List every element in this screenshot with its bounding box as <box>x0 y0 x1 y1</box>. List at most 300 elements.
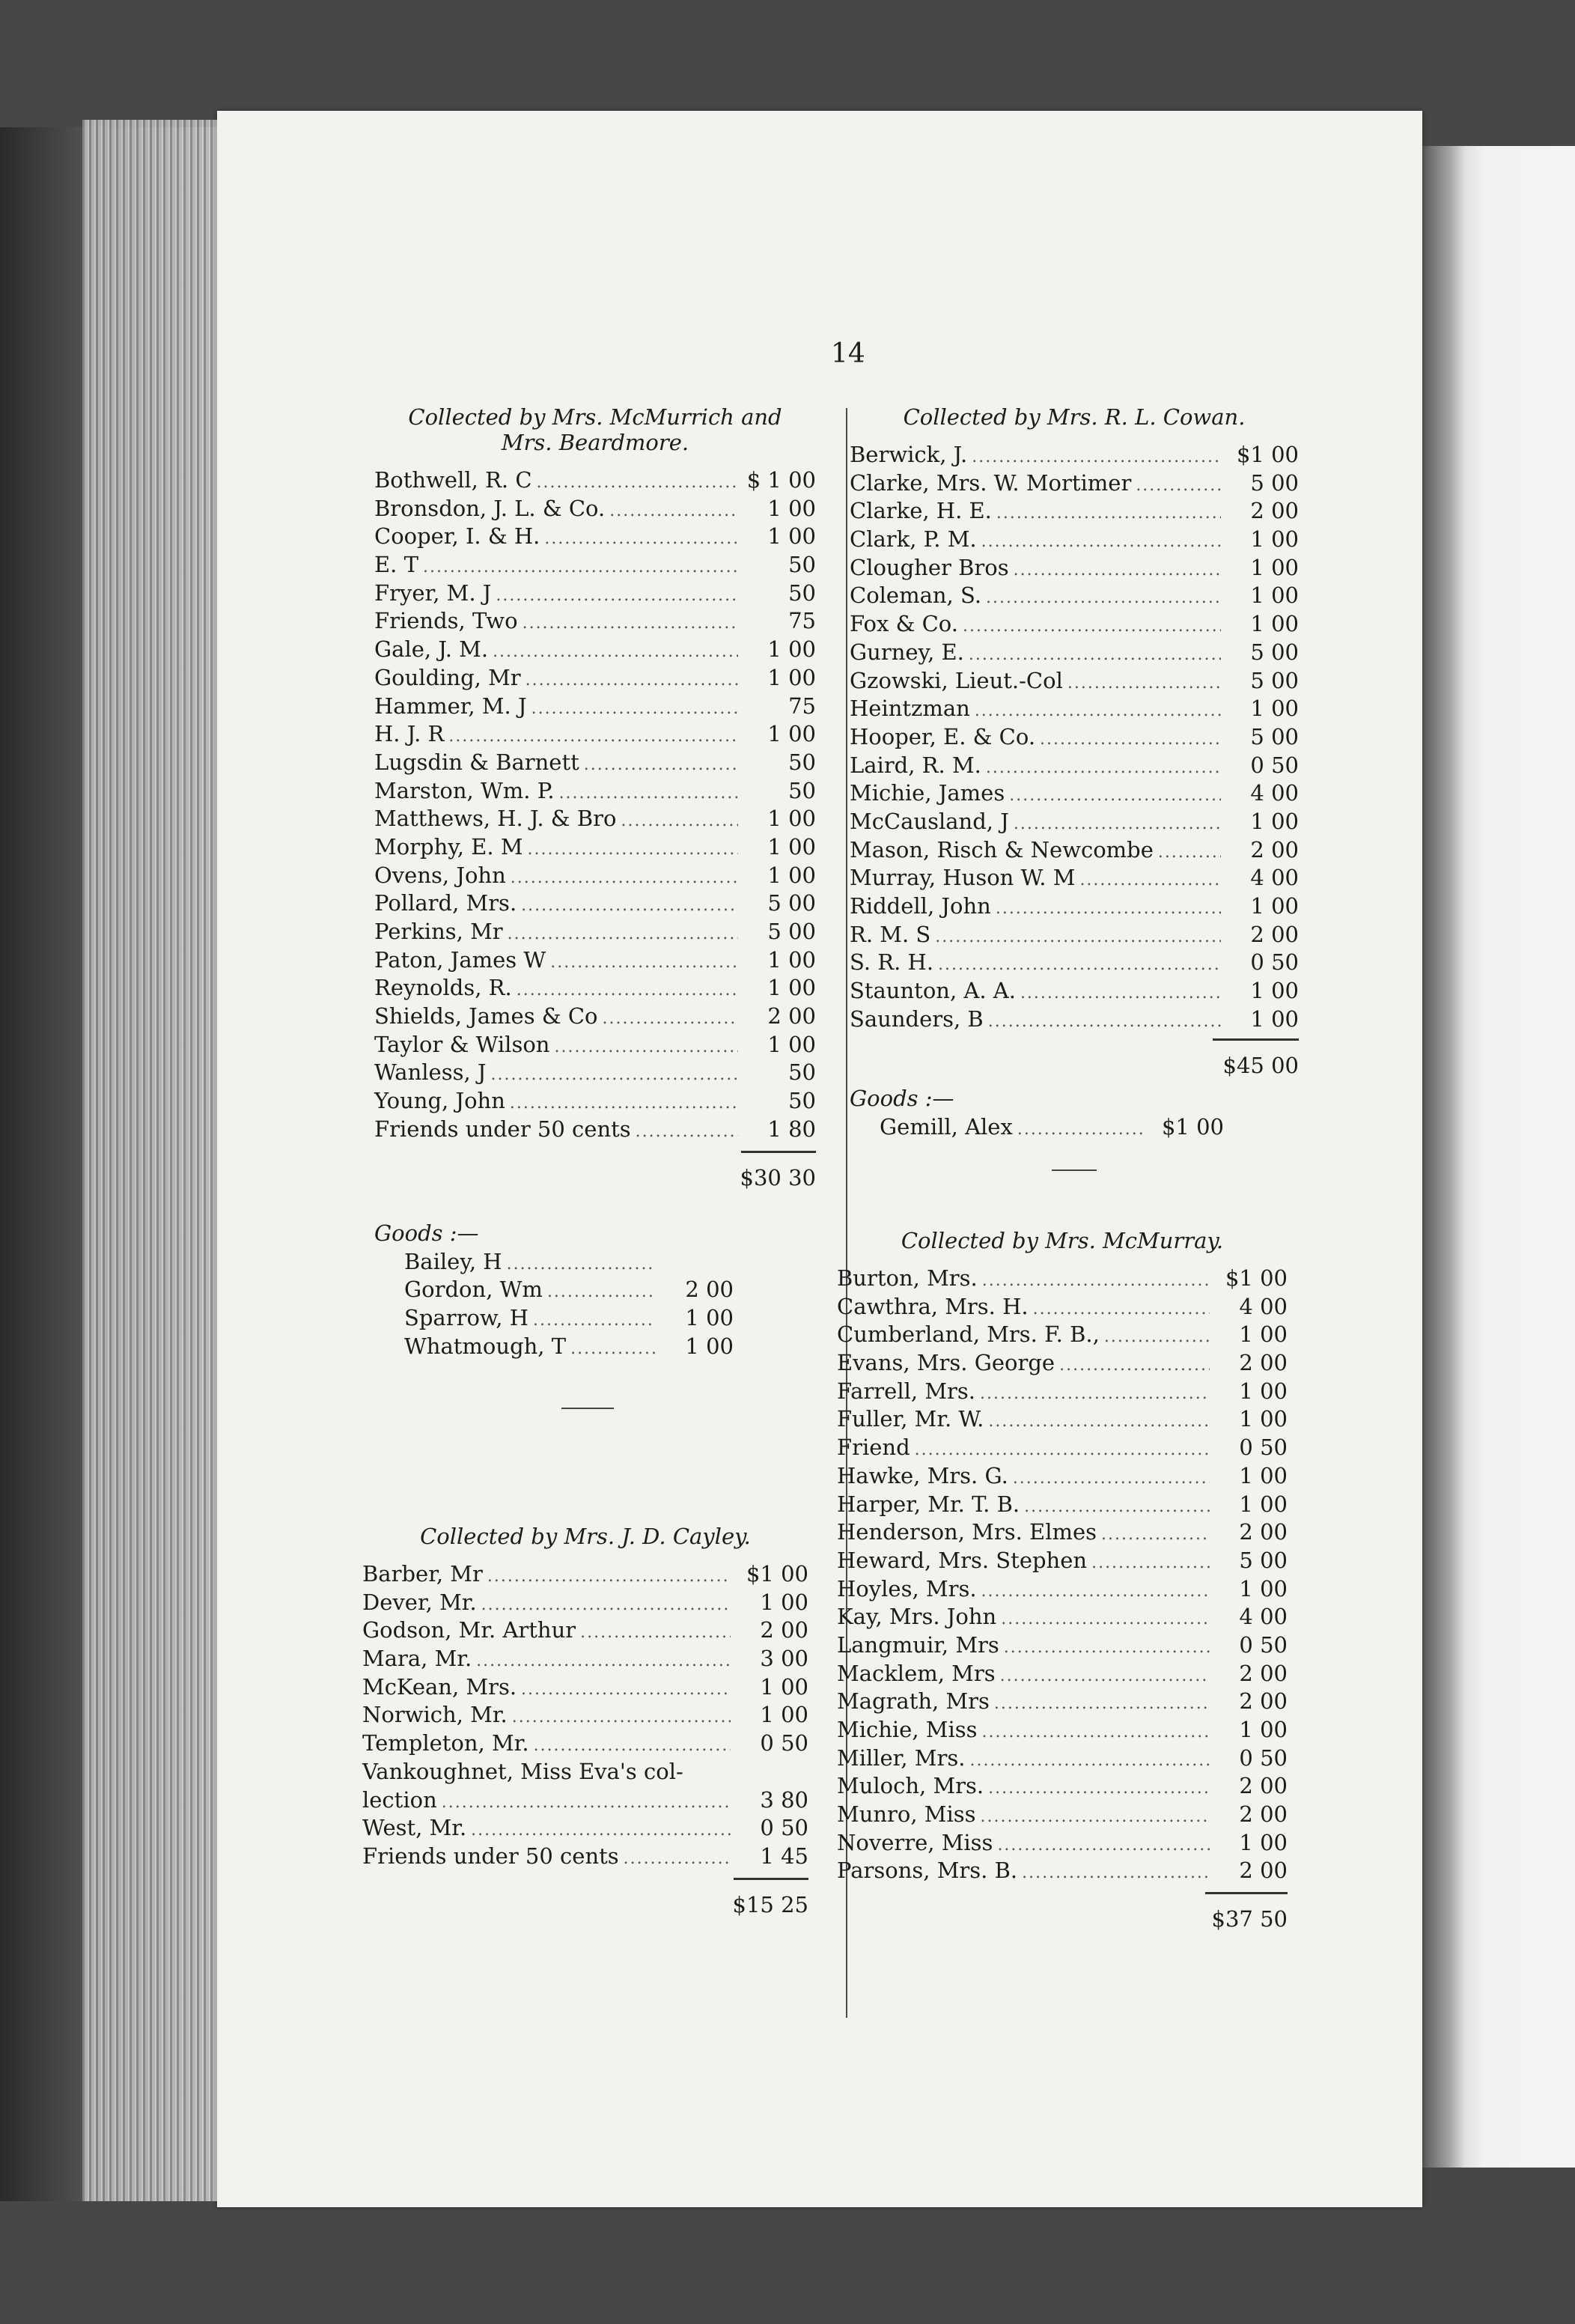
entry-amount: 5 00 <box>1250 667 1299 693</box>
total-rule <box>1213 1038 1299 1041</box>
entry-amount: 1 00 <box>685 1304 734 1330</box>
entry-row <box>837 1575 1288 1603</box>
leader-dots <box>994 1690 1210 1718</box>
entry-row <box>837 1264 1288 1292</box>
leader-dots <box>938 951 1221 979</box>
entry-row <box>837 1687 1288 1715</box>
entry-row <box>374 1030 816 1059</box>
entry-row <box>374 1058 816 1086</box>
entry-row <box>374 692 816 720</box>
section-total: $30 30 <box>740 1164 816 1190</box>
leader-dots <box>1104 1323 1210 1351</box>
entry-row <box>837 1405 1288 1433</box>
entry-name: Friends under 50 cents <box>362 1843 619 1869</box>
entry-name: Magrath, Mrs <box>837 1688 990 1715</box>
entry-amount: 1 00 <box>767 833 816 860</box>
entry-name: Saunders, B <box>850 1006 984 1032</box>
leader-dots <box>1091 1549 1210 1578</box>
section-heading: Collected by Mrs. McMurray. <box>901 1228 1224 1253</box>
leader-dots <box>531 695 738 723</box>
entry-row <box>362 1673 808 1701</box>
entry-row <box>374 748 816 776</box>
section-total: $45 00 <box>1222 1053 1299 1079</box>
section-total: $15 25 <box>732 1891 808 1917</box>
entry-name: Templeton, Mr. <box>362 1730 529 1756</box>
entry-amount: 1 00 <box>767 1031 816 1057</box>
entry-amount: 3 00 <box>760 1646 808 1672</box>
leader-dots <box>512 1703 731 1732</box>
entry-row <box>837 1490 1288 1518</box>
entry-name: Morphy, E. M <box>374 833 523 860</box>
entry-amount: 1 00 <box>760 1673 808 1700</box>
entry-amount: 3 80 <box>760 1786 808 1813</box>
entry-amount: 1 00 <box>767 721 816 747</box>
leader-dots <box>521 1676 731 1704</box>
entry-row <box>850 892 1299 920</box>
entry-amount: 1 00 <box>1239 1491 1288 1517</box>
entry-amount: 2 00 <box>1239 1660 1288 1686</box>
leader-dots <box>996 895 1221 923</box>
entry-name: Friends under 50 cents <box>374 1116 631 1142</box>
entry-name: Lugsdin & Barnett <box>374 749 579 775</box>
entry-amount: 1 80 <box>767 1116 816 1142</box>
entry-name: Paton, James W <box>374 946 546 973</box>
entry-row <box>362 1644 808 1673</box>
entry-name: Hawke, Mrs. G. <box>837 1462 1008 1488</box>
entry-row <box>374 635 816 663</box>
entry-row <box>362 1786 808 1814</box>
entry-amount: 2 00 <box>1239 1519 1288 1545</box>
entry-name: Harper, Mr. T. B. <box>837 1491 1020 1517</box>
leader-dots <box>537 469 738 497</box>
section-cayley <box>362 1524 808 1919</box>
entry-amount: 2 00 <box>760 1617 808 1643</box>
entry-row <box>850 807 1299 836</box>
entry-name: Friend <box>837 1435 910 1461</box>
entry-amount: 2 00 <box>1239 1773 1288 1799</box>
goods-row <box>374 1247 734 1276</box>
entry-amount: 50 <box>788 552 816 578</box>
entry-amount: 1 00 <box>1250 526 1299 553</box>
entry-name: Munro, Miss <box>837 1801 976 1828</box>
entry-row <box>850 469 1299 497</box>
entry-row <box>850 581 1299 609</box>
entry-name: Burton, Mrs. <box>837 1265 978 1291</box>
entry-name: Friends, Two <box>374 608 518 634</box>
leader-dots <box>935 923 1221 952</box>
leader-dots <box>988 1774 1210 1803</box>
entry-name: Coleman, S. <box>850 582 982 609</box>
entry-amount: 2 00 <box>685 1277 734 1303</box>
entry-name: Fox & Co. <box>850 611 958 637</box>
entry-amount: 5 00 <box>767 919 816 944</box>
entry-amount: 0 50 <box>1250 752 1299 778</box>
entry-row <box>837 1828 1288 1857</box>
entry-row <box>362 1700 808 1729</box>
entry-row <box>850 948 1299 976</box>
entry-amount: 5 00 <box>1250 639 1299 665</box>
entry-name: Clarke, H. E. <box>850 498 992 524</box>
entry-row <box>850 1005 1299 1033</box>
leader-dots <box>969 641 1221 669</box>
entry-name: Hammer, M. J <box>374 693 527 719</box>
entry-row <box>837 1744 1288 1772</box>
entry-amount: 1 00 <box>1250 554 1299 580</box>
section-heading: Collected by Mrs. R. L. Cowan. <box>903 404 1246 430</box>
entry-amount: 50 <box>788 777 816 803</box>
entry-name: Heintzman <box>850 696 970 722</box>
leader-dots <box>1000 1662 1210 1691</box>
entry-row <box>374 550 816 579</box>
section-total: $37 50 <box>1211 1906 1288 1932</box>
entry-row <box>850 440 1299 469</box>
entry-name: Kay, Mrs. John <box>837 1604 997 1630</box>
total-rule <box>734 1878 808 1880</box>
entry-amount: 2 00 <box>1250 921 1299 947</box>
entry-row <box>837 1659 1288 1688</box>
facing-page-edge <box>1422 146 1575 2168</box>
leader-dots <box>915 1436 1210 1464</box>
leader-dots <box>442 1789 731 1817</box>
entry-name: Cooper, I. & H. <box>374 523 540 550</box>
entry-row <box>837 1292 1288 1321</box>
entry-amount: 1 00 <box>1250 1006 1299 1032</box>
entry-row <box>850 779 1299 807</box>
entry-amount: 5 00 <box>767 890 816 916</box>
entry-amount: 1 00 <box>1250 696 1299 722</box>
entry-amount: 1 00 <box>1239 1378 1288 1404</box>
entry-amount: 1 00 <box>1239 1321 1288 1348</box>
entry-name: E. T <box>374 552 418 578</box>
leader-dots <box>981 1578 1210 1606</box>
leader-dots <box>975 697 1221 726</box>
entry-amount: 1 00 <box>760 1702 808 1728</box>
leader-dots <box>1158 839 1221 867</box>
entry-row <box>837 1800 1288 1828</box>
entry-name: Macklem, Mrs <box>837 1660 996 1686</box>
leader-dots <box>988 1408 1210 1436</box>
leader-dots <box>533 1307 656 1335</box>
entry-amount: 50 <box>788 749 816 775</box>
goods-row <box>374 1275 734 1304</box>
leader-dots <box>1136 472 1221 500</box>
entry-name: Michie, James <box>850 780 1005 806</box>
entry-name: Heward, Mrs. Stephen <box>837 1547 1088 1573</box>
entry-row <box>837 1602 1288 1631</box>
leader-dots <box>1014 810 1221 839</box>
entry-row <box>374 861 816 889</box>
entry-row <box>837 1715 1288 1744</box>
entry-amount: 4 00 <box>1239 1604 1288 1630</box>
entry-name: Fryer, M. J <box>374 580 492 606</box>
entry-name: Dever, Mr. <box>362 1589 477 1615</box>
entry-row <box>837 1320 1288 1348</box>
entry-name: Shields, James & Co <box>374 1003 598 1029</box>
leader-dots <box>1001 1605 1210 1634</box>
entry-name: Vankoughnet, Miss Eva's col- <box>362 1758 683 1784</box>
entry-amount: $1 00 <box>1236 442 1299 467</box>
entry-name: lection <box>362 1786 437 1813</box>
entry-name: Whatmough, T <box>404 1333 567 1359</box>
leader-dots <box>521 892 738 920</box>
leader-dots <box>1009 782 1221 810</box>
leader-dots <box>554 1033 738 1062</box>
entry-name: Riddell, John <box>850 893 991 919</box>
entry-row <box>374 776 816 805</box>
goods-list <box>850 1113 1224 1141</box>
goods-label: Goods :— <box>374 1220 479 1246</box>
leader-dots <box>510 1089 738 1118</box>
entry-name: Barber, Mr <box>362 1561 483 1587</box>
leader-dots <box>972 443 1221 472</box>
leader-dots <box>1033 1295 1210 1324</box>
entry-amount: 2 00 <box>1239 1350 1288 1376</box>
leader-dots <box>997 1831 1210 1860</box>
entry-name: Gurney, E. <box>850 639 964 665</box>
entry-amount: $1 00 <box>1225 1265 1288 1291</box>
entry-name: Michie, Miss <box>837 1717 978 1742</box>
entry-name: Gzowski, Lieut.-Col <box>850 667 1063 693</box>
section-cowan <box>850 404 1299 1199</box>
entry-row <box>850 496 1299 525</box>
entry-name: Perkins, Mr <box>374 919 503 944</box>
goods-row <box>850 1113 1224 1141</box>
entry-amount: $1 00 <box>1161 1114 1224 1140</box>
entry-amount: 2 00 <box>1239 1858 1288 1884</box>
leader-dots <box>996 499 1221 528</box>
entry-name: Wanless, J <box>374 1059 487 1086</box>
entry-amount: 5 00 <box>1239 1547 1288 1573</box>
entry-row <box>374 522 816 550</box>
leader-dots <box>1020 979 1221 1008</box>
entry-row <box>850 723 1299 751</box>
entry-amount: 1 00 <box>767 862 816 888</box>
entry-name: Berwick, J. <box>850 442 968 467</box>
entry-name: Bailey, H <box>404 1248 502 1274</box>
leader-dots <box>986 754 1221 782</box>
entry-name: Clarke, Mrs. W. Mortimer <box>850 469 1132 496</box>
entry-amount: 50 <box>788 1088 816 1114</box>
leader-dots <box>580 1619 731 1647</box>
entry-name: Goulding, Mr <box>374 664 521 690</box>
entry-name: Fuller, Mr. W. <box>837 1406 984 1432</box>
leader-dots <box>525 666 738 695</box>
leader-dots <box>1067 669 1221 698</box>
entry-row <box>850 836 1299 864</box>
entry-name: Hoyles, Mrs. <box>837 1575 977 1601</box>
leader-dots <box>448 723 738 751</box>
entry-row <box>374 720 816 748</box>
leader-dots <box>559 779 738 808</box>
leader-dots <box>511 864 738 892</box>
leader-dots <box>423 553 738 582</box>
entry-row <box>374 1115 816 1143</box>
entry-name: Marston, Wm. P. <box>374 777 555 803</box>
entry-name: Parsons, Mrs. B. <box>837 1858 1018 1884</box>
entry-list <box>362 1560 808 1870</box>
entry-amount: 5 00 <box>1250 723 1299 749</box>
entry-amount: 75 <box>788 693 816 719</box>
entry-row <box>374 494 816 523</box>
leader-dots <box>982 1718 1210 1747</box>
leader-dots <box>624 1845 731 1873</box>
entry-amount: 1 00 <box>1239 1717 1288 1742</box>
entry-amount: $ 1 00 <box>746 467 816 493</box>
leader-dots <box>986 584 1221 612</box>
entry-name: Clougher Bros <box>850 554 1009 580</box>
entry-row <box>837 1631 1288 1659</box>
entry-row <box>850 694 1299 723</box>
entry-row <box>374 663 816 692</box>
entry-amount: 1 00 <box>767 523 816 550</box>
entry-row <box>850 976 1299 1005</box>
leader-dots <box>493 638 738 666</box>
entry-name: Bothwell, R. C <box>374 467 532 493</box>
leader-dots <box>603 1005 739 1033</box>
entry-row <box>850 920 1299 949</box>
leader-dots <box>980 1380 1210 1408</box>
entry-name: R. M. S <box>850 921 931 947</box>
leader-dots <box>988 1008 1221 1036</box>
entry-list <box>850 440 1299 1032</box>
entry-name: Mara, Mr. <box>362 1646 472 1672</box>
entry-row <box>374 917 816 946</box>
entry-list <box>374 466 816 1143</box>
leader-dots <box>491 1061 738 1089</box>
entry-amount: 75 <box>788 608 816 634</box>
entry-amount: 4 00 <box>1250 865 1299 891</box>
leader-dots <box>1040 726 1221 754</box>
entry-name: Godson, Mr. Arthur <box>362 1617 576 1643</box>
entry-amount: 1 00 <box>767 946 816 973</box>
page-edges <box>82 120 240 2201</box>
entry-amount: 1 00 <box>1250 978 1299 1004</box>
entry-name: Laird, R. M. <box>850 752 981 778</box>
entry-name: Matthews, H. J. & Bro <box>374 806 617 832</box>
entry-row <box>362 1842 808 1870</box>
entry-amount: 1 00 <box>767 636 816 663</box>
leader-dots <box>1004 1634 1210 1662</box>
entry-row <box>374 889 816 917</box>
entry-name: Evans, Mrs. George <box>837 1350 1055 1376</box>
entry-amount: 1 00 <box>1250 808 1299 834</box>
leader-dots <box>517 976 738 1005</box>
entry-row <box>837 1433 1288 1461</box>
leader-dots <box>544 525 738 553</box>
entry-row <box>362 1588 808 1616</box>
entry-name: Reynolds, R. <box>374 975 512 1001</box>
entry-name: Muloch, Mrs. <box>837 1773 984 1799</box>
leader-dots <box>508 920 738 949</box>
entry-row <box>850 666 1299 695</box>
goods-list <box>374 1247 734 1360</box>
entry-name: Staunton, A. A. <box>850 978 1016 1004</box>
section-separator <box>1052 1169 1097 1171</box>
entry-name: Miller, Mrs. <box>837 1744 966 1771</box>
leader-dots <box>481 1591 731 1619</box>
leader-dots <box>963 612 1221 641</box>
entry-row <box>374 804 816 833</box>
entry-name: West, Mr. <box>362 1815 467 1841</box>
leader-dots <box>471 1816 731 1845</box>
leader-dots <box>584 751 738 779</box>
total-rule <box>741 1151 816 1153</box>
entry-row <box>362 1616 808 1644</box>
entry-row <box>374 606 816 635</box>
leader-dots <box>636 1118 738 1146</box>
entry-row <box>374 1086 816 1115</box>
leader-dots <box>1059 1351 1210 1380</box>
leader-dots <box>550 949 738 977</box>
entry-amount: 1 00 <box>767 664 816 690</box>
entry-amount: 0 50 <box>760 1730 808 1756</box>
leader-dots <box>1101 1521 1210 1549</box>
leader-dots <box>621 807 738 836</box>
leader-dots <box>523 609 738 638</box>
entry-row <box>850 609 1299 638</box>
entry-name: Norwich, Mr. <box>362 1702 508 1728</box>
leader-dots <box>487 1563 731 1591</box>
entry-name: Ovens, John <box>374 862 506 888</box>
entry-amount: 1 00 <box>1239 1406 1288 1432</box>
entry-amount: 1 00 <box>1239 1462 1288 1488</box>
section-heading: Collected by Mrs. J. D. Cayley. <box>420 1524 751 1549</box>
page-number: 14 <box>831 338 865 369</box>
leader-dots <box>1079 866 1221 895</box>
entry-amount: 5 00 <box>1250 469 1299 496</box>
entry-name: Bronsdon, J. L. & Co. <box>374 495 606 521</box>
entry-name: Taylor & Wilson <box>374 1031 550 1057</box>
entry-amount: 1 00 <box>1239 1575 1288 1601</box>
entry-amount: 1 00 <box>767 495 816 521</box>
entry-name: McCausland, J <box>850 808 1009 834</box>
goods-label: Goods :— <box>850 1086 954 1112</box>
leader-dots <box>496 582 738 610</box>
section-heading: Collected by Mrs. McMurrich and Mrs. Beardmore. <box>408 404 782 455</box>
entry-name: Mason, Risch & Newcombe <box>850 836 1154 863</box>
entry-row <box>850 638 1299 666</box>
entry-name: Langmuir, Mrs <box>837 1631 999 1658</box>
entry-row <box>362 1757 808 1786</box>
entry-row <box>837 1461 1288 1490</box>
leader-dots <box>547 1278 656 1307</box>
entry-amount: 1 00 <box>1239 1829 1288 1855</box>
entry-name: Gale, J. M. <box>374 636 489 663</box>
leader-dots <box>1013 1464 1210 1493</box>
entry-amount: 0 50 <box>1250 949 1299 976</box>
entry-amount: 1 00 <box>1250 582 1299 609</box>
entry-name: Hooper, E. & Co. <box>850 723 1036 749</box>
entry-row <box>837 1518 1288 1546</box>
leader-dots <box>981 1803 1210 1831</box>
entry-row <box>374 973 816 1002</box>
entry-row <box>374 946 816 974</box>
leader-dots <box>981 528 1221 556</box>
entry-name: Clark, P. M. <box>850 526 977 553</box>
leader-dots <box>507 1250 656 1279</box>
entry-row <box>362 1560 808 1588</box>
entry-row <box>374 1002 816 1030</box>
entry-row <box>850 751 1299 779</box>
entry-amount: 1 00 <box>1250 893 1299 919</box>
entry-amount: 2 00 <box>767 1003 816 1029</box>
entry-name: H. J. R <box>374 721 445 747</box>
leader-dots <box>982 1267 1210 1295</box>
leader-dots <box>1022 1859 1210 1888</box>
entry-name: S. R. H. <box>850 949 934 976</box>
entry-name: Gemill, Alex <box>880 1114 1013 1140</box>
entry-row <box>837 1377 1288 1405</box>
